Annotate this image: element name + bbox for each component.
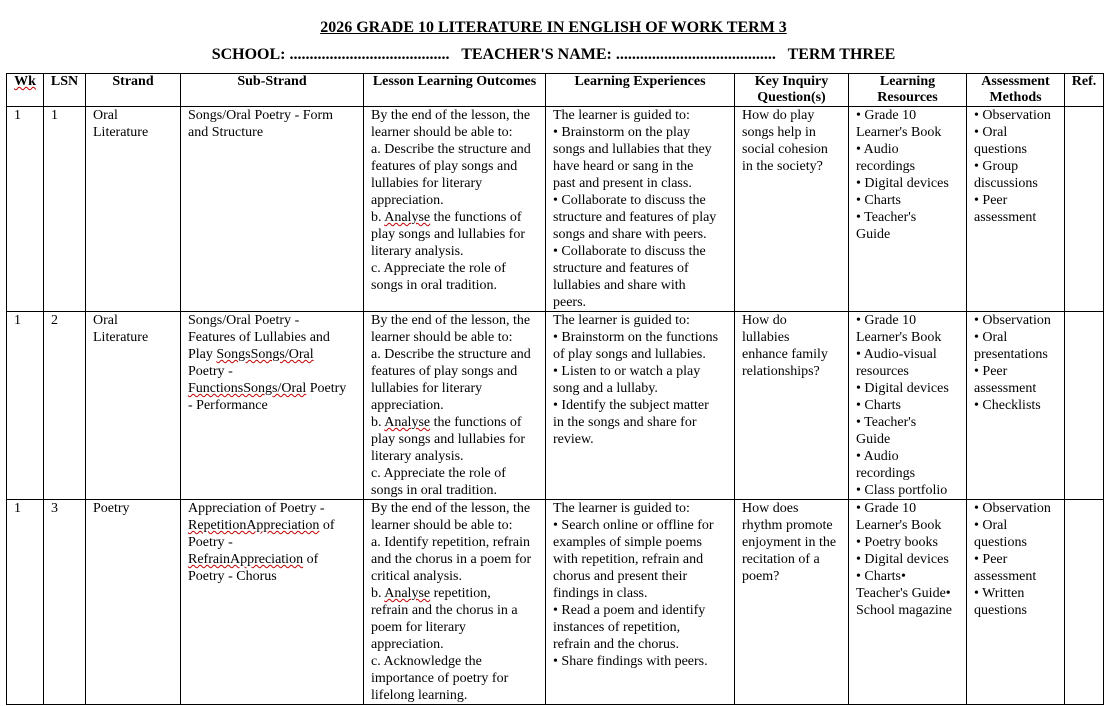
cell-line: • Identify the subject matter <box>553 398 709 413</box>
cell-sub-strand <box>181 107 364 312</box>
cell-line: recitation of a <box>742 552 820 567</box>
cell-line: of play songs and lullabies. <box>553 347 706 362</box>
cell-line: appreciation. <box>371 193 444 208</box>
cell-line: Features of Lullabies and <box>188 330 330 345</box>
cell-line: FunctionsSongs/Oral Poetry <box>188 381 347 396</box>
table-row <box>7 500 1104 705</box>
cell-line: • Observation <box>974 313 1051 328</box>
cell-line: How do play <box>742 108 815 123</box>
cell-line: • Class portfolio <box>856 483 948 498</box>
header-assessment: Assessment Methods <box>967 74 1065 107</box>
cell-line: Guide <box>856 227 891 242</box>
document-title: 2026 GRADE 10 LITERATURE IN ENGLISH OF WORK TERM 3 <box>320 19 787 36</box>
cell-line: lifelong learning. <box>371 688 468 703</box>
table-row <box>7 312 1104 500</box>
cell-lsn: 3 <box>44 500 86 705</box>
cell-line: By the end of the lesson, the <box>371 501 531 516</box>
cell-line: enhance family <box>742 347 828 362</box>
cell-line: song and a lullaby. <box>553 381 658 396</box>
cell-line: social cohesion <box>742 142 828 157</box>
cell-line: • Charts• <box>856 569 906 584</box>
cell-line: Learner's Book <box>856 518 942 533</box>
cell-line: relationships? <box>742 364 820 379</box>
cell-line: The learner is guided to: <box>553 501 690 516</box>
cell-line: Appreciation of Poetry - <box>188 501 325 516</box>
cell-strand <box>86 107 181 312</box>
cell-line: review. <box>553 432 594 447</box>
cell-line: instances of repetition, <box>553 620 681 635</box>
cell-line: findings in class. <box>553 586 648 601</box>
cell-line: learner should be able to: <box>371 330 513 345</box>
cell-line: Songs/Oral Poetry - Form <box>188 108 334 123</box>
cell-line: RepetitionAppreciation of <box>188 518 335 533</box>
cell-line: critical analysis. <box>371 569 462 584</box>
cell-inquiry <box>735 312 849 500</box>
cell-outcomes <box>364 500 546 705</box>
cell-line: • Poetry books <box>856 535 938 550</box>
cell-strand <box>86 500 181 705</box>
header-ref: Ref. <box>1065 74 1104 107</box>
cell-line: chorus and present their <box>553 569 688 584</box>
cell-line: c. Acknowledge the <box>371 654 482 669</box>
cell-assessment <box>967 312 1065 500</box>
cell-line: • Oral <box>974 518 1008 533</box>
cell-line: lullabies <box>742 330 790 345</box>
cell-line: have heard or sang in the <box>553 159 694 174</box>
cell-resources <box>849 500 967 705</box>
cell-line: • Collaborate to discuss the <box>553 193 706 208</box>
cell-line: features of play songs and <box>371 364 518 379</box>
cell-line: Poetry <box>93 501 130 516</box>
cell-line: lullabies and share with <box>553 278 686 293</box>
cell-line: poem for literary <box>371 620 466 635</box>
cell-assessment <box>967 107 1065 312</box>
cell-line: a. Describe the structure and <box>371 347 531 362</box>
cell-ref <box>1065 312 1104 500</box>
cell-ref <box>1065 107 1104 312</box>
cell-line: play songs and lullabies for <box>371 432 525 447</box>
cell-inquiry <box>735 107 849 312</box>
cell-line: • Checklists <box>974 398 1041 413</box>
cell-line: a. Describe the structure and <box>371 142 531 157</box>
cell-line: b. Analyse the functions of <box>371 415 522 430</box>
cell-line: songs in oral tradition. <box>371 483 497 498</box>
cell-line: discussions <box>974 176 1038 191</box>
cell-line: songs help in <box>742 125 816 140</box>
cell-line: refrain and the chorus. <box>553 637 679 652</box>
cell-outcomes <box>364 107 546 312</box>
cell-line: songs and share with peers. <box>553 227 707 242</box>
cell-line: Poetry - <box>188 364 233 379</box>
cell-line: importance of poetry for <box>371 671 509 686</box>
cell-line: c. Appreciate the role of <box>371 261 506 276</box>
cell-line: resources <box>856 364 909 379</box>
cell-line: • Search online or offline for <box>553 518 714 533</box>
cell-wk: 1 <box>7 312 44 500</box>
cell-line: • Share findings with peers. <box>553 654 708 669</box>
cell-line: • Grade 10 <box>856 501 917 516</box>
cell-line: literary analysis. <box>371 244 464 259</box>
table-row <box>7 107 1104 312</box>
cell-line: School magazine <box>856 603 953 618</box>
cell-line: • Teacher's <box>856 415 917 430</box>
cell-line: • Audio <box>856 449 899 464</box>
cell-line: • Written <box>974 586 1025 601</box>
cell-line: past and present in class. <box>553 176 692 191</box>
cell-line: • Peer <box>974 364 1008 379</box>
cell-line: How does <box>742 501 799 516</box>
cell-line: recordings <box>856 159 916 174</box>
cell-line: lullabies for literary <box>371 176 483 191</box>
cell-line: assessment <box>974 381 1037 396</box>
cell-line: and the chorus in a poem for <box>371 552 532 567</box>
cell-assessment <box>967 500 1065 705</box>
cell-line: • Listen to or watch a play <box>553 364 701 379</box>
cell-line: The learner is guided to: <box>553 108 690 123</box>
cell-line: • Peer <box>974 193 1008 208</box>
cell-line: learner should be able to: <box>371 125 513 140</box>
cell-line: b. Analyse repetition, <box>371 586 491 601</box>
cell-line: rhythm promote <box>742 518 833 533</box>
cell-experiences <box>546 107 735 312</box>
header-outcomes: Lesson Learning Outcomes <box>364 74 546 107</box>
cell-line: learner should be able to: <box>371 518 513 533</box>
cell-line: Oral <box>93 108 118 123</box>
cell-line: examples of simple poems <box>553 535 702 550</box>
cell-line: literary analysis. <box>371 449 464 464</box>
cell-sub-strand <box>181 312 364 500</box>
header-wk: Wk <box>7 74 44 107</box>
cell-line: • Peer <box>974 552 1008 567</box>
cell-line: in the songs and share for <box>553 415 697 430</box>
cell-line: poem? <box>742 569 780 584</box>
cell-experiences <box>546 312 735 500</box>
cell-line: assessment <box>974 210 1037 225</box>
cell-line: By the end of the lesson, the <box>371 108 531 123</box>
cell-line: Literature <box>93 330 149 345</box>
cell-wk: 1 <box>7 107 44 312</box>
cell-line: features of play songs and <box>371 159 518 174</box>
cell-wk: 1 <box>7 500 44 705</box>
cell-line: lullabies for literary <box>371 381 483 396</box>
cell-resources <box>849 312 967 500</box>
cell-strand <box>86 312 181 500</box>
cell-line: Oral <box>93 313 118 328</box>
cell-line: By the end of the lesson, the <box>371 313 531 328</box>
cell-line: Learner's Book <box>856 330 942 345</box>
cell-line: with repetition, refrain and <box>553 552 704 567</box>
cell-experiences <box>546 500 735 705</box>
cell-line: play songs and lullabies for <box>371 227 525 242</box>
header-experiences: Learning Experiences <box>546 74 735 107</box>
cell-line: • Collaborate to discuss the <box>553 244 706 259</box>
cell-line: • Brainstorm on the functions <box>553 330 719 345</box>
cell-line: • Audio <box>856 142 899 157</box>
cell-line: The learner is guided to: <box>553 313 690 328</box>
cell-line: questions <box>974 142 1027 157</box>
cell-ref <box>1065 500 1104 705</box>
cell-line: • Teacher's <box>856 210 917 225</box>
cell-line: • Observation <box>974 501 1051 516</box>
cell-line: Learner's Book <box>856 125 942 140</box>
cell-line: songs in oral tradition. <box>371 278 497 293</box>
cell-line: b. Analyse the functions of <box>371 210 522 225</box>
cell-line: • Oral <box>974 330 1008 345</box>
cell-line: refrain and the chorus in a <box>371 603 518 618</box>
cell-line: • Digital devices <box>856 552 949 567</box>
cell-line: • Audio-visual <box>856 347 937 362</box>
header-lsn: LSN <box>44 74 86 107</box>
cell-line: Poetry - <box>188 535 233 550</box>
cell-line: • Brainstorm on the play <box>553 125 691 140</box>
cell-line: assessment <box>974 569 1037 584</box>
header-strand: Strand <box>86 74 181 107</box>
cell-line: • Digital devices <box>856 176 949 191</box>
cell-line: • Digital devices <box>856 381 949 396</box>
header-resources: Learning Resources <box>849 74 967 107</box>
cell-line: • Charts <box>856 193 901 208</box>
cell-resources <box>849 107 967 312</box>
cell-line: Songs/Oral Poetry - <box>188 313 300 328</box>
cell-lsn: 1 <box>44 107 86 312</box>
cell-line: peers. <box>553 295 587 310</box>
cell-line: • Charts <box>856 398 901 413</box>
cell-line: appreciation. <box>371 398 444 413</box>
cell-line: Guide <box>856 432 891 447</box>
header-row <box>7 74 1104 107</box>
document-subtitle: SCHOOL: ........................................ TEACHER'S NAME: ........................................ TERM THREE <box>211 46 896 63</box>
cell-line: • Read a poem and identify <box>553 603 706 618</box>
cell-line: songs and lullabies that they <box>553 142 712 157</box>
cell-line: and Structure <box>188 125 264 140</box>
cell-line: appreciation. <box>371 637 444 652</box>
cell-line: questions <box>974 535 1027 550</box>
cell-line: recordings <box>856 466 916 481</box>
cell-line: Poetry - Chorus <box>188 569 277 584</box>
cell-line: Play SongsSongs/Oral <box>188 347 314 362</box>
cell-outcomes <box>364 312 546 500</box>
cell-line: RefrainAppreciation of <box>188 552 319 567</box>
cell-line: a. Identify repetition, refrain <box>371 535 531 550</box>
cell-line: in the society? <box>742 159 823 174</box>
cell-inquiry <box>735 500 849 705</box>
cell-sub-strand <box>181 500 364 705</box>
cell-line: • Grade 10 <box>856 313 917 328</box>
cell-line: - Performance <box>188 398 268 413</box>
cell-line: • Grade 10 <box>856 108 917 123</box>
header-sub-strand: Sub-Strand <box>181 74 364 107</box>
cell-line: enjoyment in the <box>742 535 837 550</box>
scheme-of-work-table <box>6 73 1104 705</box>
cell-line: • Observation <box>974 108 1051 123</box>
cell-line: • Group <box>974 159 1019 174</box>
cell-line: presentations <box>974 347 1048 362</box>
cell-line: structure and features of play <box>553 210 717 225</box>
cell-line: structure and features of <box>553 261 689 276</box>
header-inquiry: Key Inquiry Question(s) <box>735 74 849 107</box>
cell-lsn: 2 <box>44 312 86 500</box>
cell-line: Teacher's Guide• <box>856 586 951 601</box>
cell-line: questions <box>974 603 1027 618</box>
cell-line: c. Appreciate the role of <box>371 466 506 481</box>
cell-line: • Oral <box>974 125 1008 140</box>
cell-line: How do <box>742 313 787 328</box>
cell-line: Literature <box>93 125 149 140</box>
